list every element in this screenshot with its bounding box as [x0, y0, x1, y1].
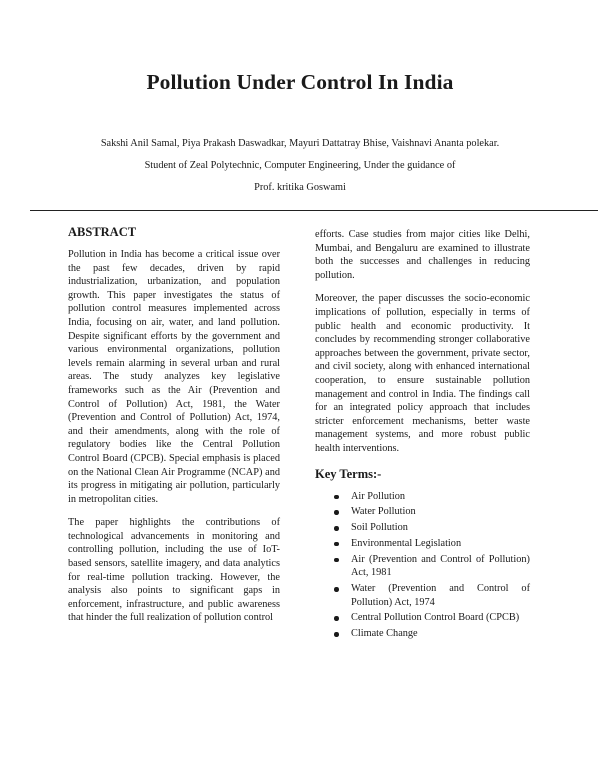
key-term-label: Air (Prevention and Control of Pollution) Act, 1981 — [351, 553, 530, 579]
bullet-icon — [334, 495, 339, 500]
key-term-label: Climate Change — [351, 628, 418, 640]
key-term-item — [334, 521, 530, 535]
bullet-icon — [334, 510, 339, 515]
key-term-item — [334, 582, 530, 609]
key-term-label: Soil Pollution — [351, 522, 408, 534]
bullet-icon — [334, 632, 339, 637]
header-divider — [30, 210, 598, 211]
bullet-icon — [334, 558, 339, 563]
key-term-label: Central Pollution Control Board (CPCB) — [351, 612, 520, 624]
key-term-label: Water Pollution — [351, 506, 416, 518]
left-column — [68, 224, 280, 635]
bullet-icon — [334, 616, 339, 621]
key-term-label: Water (Prevention and Control of Pollution) Act, 1974 — [351, 583, 530, 608]
bullet-icon — [334, 526, 339, 531]
key-term-item — [334, 537, 530, 551]
key-term-item — [334, 553, 530, 580]
abstract-paragraph-2: The paper highlights the contributions of technological advancements in monitoring and controlling pollution, including the use of IoT-based sensors, satellite imagery, and data analytics for real-time pollution tracking. However, the analysis also points to significant gaps in enforcement, infrastructure, and public awareness that hinder the full realization of pollution control — [68, 517, 280, 624]
abstract-heading: ABSTRACT — [68, 225, 137, 239]
key-term-item — [334, 505, 530, 519]
key-term-item — [334, 627, 530, 641]
abstract-paragraph-1: Pollution in India has become a critical issue over the past few decades, driven by rapid industrialization, urbanization, and population growth. This paper investigates the status of pollution control measures implemented across India, focusing on air, water, and land pollution. Despite significant efforts by the government and various environmental organizations, pollution levels remain alarming in several urban and rural areas. The study analyzes key legislative frameworks such as the Air (Prevention and Control of Pollution) Act, 1981, the Water (Prevention and Control of Pollution) Act, 1974, and their amendments, along with the role of regulatory bodies like the Central Pollution Control Board (CPCB). Special emphasis is placed on the National Clean Air Programme (NCAP) and its progress in mitigating air pollution, particularly in metropolitan cities. — [68, 249, 280, 505]
key-term-label: Environmental Legislation — [351, 537, 462, 549]
right-column — [315, 228, 530, 643]
key-term-item — [334, 611, 530, 625]
bullet-icon — [334, 587, 339, 592]
affiliation: Student of Zeal Polytechnic, Computer Engineering, Under the guidance of — [144, 160, 456, 171]
author-list: Sakshi Anil Samal, Piya Prakash Daswadkar, Mayuri Dattatray Bhise, Vaishnavi Ananta polekar. — [100, 138, 500, 149]
key-terms-list — [315, 490, 530, 641]
guide-name: Prof. kritika Goswami — [254, 182, 346, 193]
key-term-item — [334, 490, 530, 504]
bullet-icon — [334, 542, 339, 547]
abstract-paragraph-2-continued: efforts. Case studies from major cities like Delhi, Mumbai, and Bengaluru are examined to illustrate both the successes and challenges in reducing pollution. — [315, 229, 530, 281]
key-terms-heading: Key Terms:- — [315, 466, 382, 481]
abstract-paragraph-3: Moreover, the paper discusses the socio-economic implications of pollution, especially in terms of public health and economic productivity. It concludes by recommending stronger collaborative approaches between the government, private sector, and civil society, along with enhanced international cooperation, to ensure sustainable pollution management and control in India. The findings call for an integrated policy approach that includes stricter enforcement mechanisms, better waste management systems, and more robust public health interventions. — [315, 293, 530, 454]
key-term-label: Air Pollution — [351, 490, 406, 502]
paper-title: Pollution Under Control In India — [146, 70, 454, 94]
